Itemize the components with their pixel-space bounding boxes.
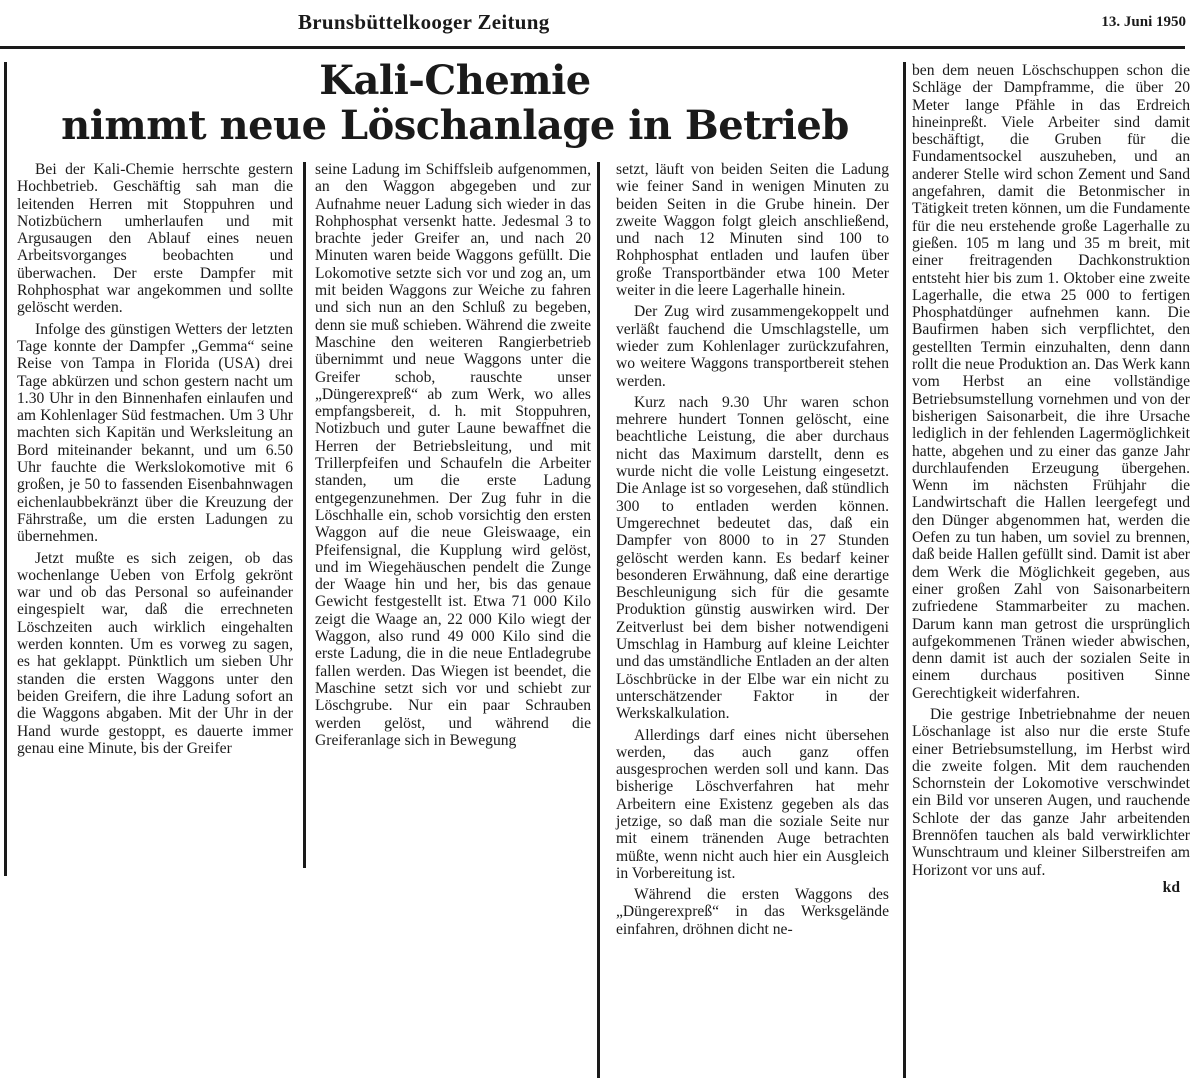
article-column-1: [17, 161, 293, 757]
headline-line-1: Kali-Chemie: [319, 57, 591, 104]
masthead-rule: [0, 46, 1185, 49]
article-column-4: [912, 62, 1190, 896]
article-column-2: [315, 161, 591, 749]
headline-line-2: nimmt neue Löschanlage in Betrieb: [61, 102, 849, 149]
article-headline: [20, 58, 890, 148]
column-divider: [597, 162, 600, 1078]
paragraph: Infolge des günstigen Wetters der letzten Tage konnte der Dampfer „Gemma“ seine Reise von Tampa in Florida (USA) drei Tage abkürzen und schon gestern nacht um 1.30 Uhr in den Binnenhafen einlaufen und am Kohlenlager Süd festmachen. Um 3 Uhr machten sich Kapitän und Werksleitung an Bord miteinander bekannt, und um 6.50 Uhr fauchte die Werkslokomotive mit 6 großen, je 50 to fassenden Eisenbahnwagen eichenlaubbekränzt über die Kreuzung der Fährstraße, um die ersten Ladungen zu übernehmen.: [17, 320, 293, 546]
masthead: [0, 0, 1200, 48]
paragraph: Während die ersten Waggons des „Düngerexpreß“ in das Werksgelände einfahren, dröhnen dicht ne-: [616, 886, 889, 938]
paragraph: Der Zug wird zusammengekoppelt und verläßt fauchend die Umschlagstelle, um wieder zum Kohlenlager zurückzufahren, wo weitere Waggons transportbereit stehen werden.: [616, 303, 889, 390]
author-signature: kd: [1162, 878, 1180, 896]
paragraph: ben dem neuen Löschschuppen schon die Schläge der Dampframme, die über 20 Meter lange Pfähle in das Erdreich hineinpreßt. Viele Arbeiter sind damit beschäftigt, die Gruben für die Fundamentsockel auszuheben, und an anderer Stelle wird schon Zement und Sand angefahren, damit die Betonmischer in Tätigkeit treten können, um die Fundamente für die neu erstehende große Lagerhalle zu gießen. 105 m lang und 35 m breit, mit einer freitragenden Dachkonstruktion entsteht hier bis zum 1. Oktober eine zweite Lagerhalle, die etwa 25 000 to fertigen Phosphatdünger aufnehmen kann. Die Baufirmen haben sich verpflichtet, den gestellten Termin einzuhalten, denn dann rollt die neue Produktion an. Das Werk kann vom Herbst an eine vollständige Betriebsumstellung vornehmen und von der bisherigen Saisonarbeit, die ihre Ursache lediglich in der fehlenden Lagermöglichkeit hatte, abgehen und zu einer das ganze Jahr durchlaufenden Erzeugung übergehen. Wenn im nächsten Frühjahr die Landwirtschaft die Hallen leergefegt und den Dünger abgenommen hat, werden die Oefen zu tun haben, um soviel zu brennen, daß beide Hallen gefüllt sind. Damit ist aber dem Werk die Möglichkeit gegeben, aus einer großen Zahl von Saisonarbeitern zufriedene Stammarbeiter zu machen. Darum kann man getrost die ursprünglich aufgekommenen Tränen wieder abwischen, denn damit ist auch der sozialen Seite in einem durchaus positiven Sinne Gerechtigkeit widerfahren.: [912, 62, 1190, 702]
paragraph: Allerdings darf eines nicht übersehen werden, das auch ganz offen ausgesprochen werden soll und kann. Das bisherige Löschverfahren hat mehr Arbeitern eine Existenz gegeben als das jetzige, so daß man die soziale Seite nur mit einem tränenden Auge betrachten müßte, wenn nicht auch hier ein Ausgleich in Vorbereitung ist.: [616, 726, 889, 882]
newspaper-name: Brunsbüttelkooger Zeitung: [298, 10, 550, 34]
article-column-3: [616, 161, 889, 938]
paragraph: Die gestrige Inbetriebnahme der neuen Löschanlage ist also nur die erste Stufe einer Betriebsumstellung, im Herbst wird die zweite folgen. Mit dem rauchenden Schornstein der Lokomotive verschwindet ein Bild vor unseren Augen, und rauchende Schlote der das ganze Jahr arbeitenden Brennöfen tauchen als bald verwirklichter Wunschtraum und kleiner Silberstreifen am Horizont vor uns auf.: [912, 705, 1190, 879]
paragraph: Jetzt mußte es sich zeigen, ob das wochenlange Ueben von Erfolg gekrönt war und ob das Personal so aufeinander eingespielt war, daß die errechneten Löschzeiten auch wirklich eingehalten werden konnten. Um es vorweg zu sagen, es hat geklappt. Pünktlich um sieben Uhr standen die ersten Waggons unter den beiden Greifern, die ihre Ladung sofort an die Waggons abgaben. Mit der Uhr in der Hand wurde gestoppt, es dauerte immer genau eine Minute, bis der Greifer: [17, 549, 293, 757]
paragraph: Bei der Kali-Chemie herrschte gestern Hochbetrieb. Geschäftig sah man die leitenden Herren mit Stoppuhren und Notizbüchern umherlaufen und mit Argusaugen den Ablauf eines neuen Arbeitsvorganges beobachten und überwachen. Der erste Dampfer mit Rohphosphat war angekommen und sollte gelöscht werden.: [17, 161, 293, 317]
issue-date: 13. Juni 1950: [1101, 14, 1186, 30]
paragraph: Kurz nach 9.30 Uhr waren schon mehrere hundert Tonnen gelöscht, eine beachtliche Leistung, die aber durchaus nicht das Maximum darstellt, denn es wurde nicht die volle Leistung eingesetzt. Die Anlage ist so vorgesehen, daß stündlich 300 to entladen werden können. Umgerechnet bedeutet das, daß ein Dampfer von 8000 to in 27 Stunden gelöscht werden kann. Es bedarf keiner besonderen Erwähnung, daß eine derartige Beschleunigung sich für die gesamte Produktion günstig auswirken wird. Der Zeitverlust bei dem bisher notwendigeni Umschlag in Hamburg auf kleine Leichter und das umständliche Entladen an der alten Löschbrücke in der Elbe war ein nicht zu unterschätzender Faktor in der Werkskalkulation.: [616, 393, 889, 723]
paragraph: setzt, läuft von beiden Seiten die Ladung wie feiner Sand in wenigen Minuten zu beiden Seiten in die Grube hinein. Der zweite Waggon folgt gleich anschließend, und nach 12 Minuten sind 100 to Rohphosphat entladen und laufen über große Transportbänder etwa 100 Meter weiter in die leere Lagerhalle hinein.: [616, 161, 889, 300]
paragraph: seine Ladung im Schiffsleib aufgenommen, an den Waggon abgegeben und zur Aufnahme neuer Ladung sich wieder in das Rohphosphat versenkt hatte. Jedesmal 3 to brachte jeder Greifer an, und nach 20 Minuten waren beide Waggons gefüllt. Die Lokomotive setzte sich vor und zog an, um mit beiden Waggons zur Weiche zu fahren und sich nun an den Schluß zu begeben, denn sie muß schieben. Während die zweite Maschine den weiteren Rangierbetrieb übernimmt und neue Waggons unter die Greifer schob, rauschte unser „Düngerexpreß“ ab zum Werk, wo alles empfangsbereit, d. h. mit Stoppuhren, Notizbuch und guter Laune bewaffnet die Herren der Betriebsleitung, und mit Trillerpfeifen und Schaufeln die Arbeiter standen, um die erste Ladung entgegenzunehmen. Der Zug fuhr in die Löschhalle ein, schob vorsichtig den ersten Waggon auf die neue Gleiswaage, ein Pfeifensignal, die Kupplung wird gelöst, und im Wiegehäuschen pendelt die Zunge der Waage hin und her, bis das genaue Gewicht festgestellt ist. Etwa 71 000 Kilo zeigt die Waage an, 22 000 Kilo wiegt der Waggon, also rund 49 000 Kilo sind die erste Ladung, die in die neue Entladegrube fallen werden. Das Wiegen ist beendet, die Maschine setzt sich vor und schiebt zur Löschgrube. Nur ein paar Schrauben werden gelöst, und während die Greiferanlage sich in Bewegung: [315, 161, 591, 749]
column-divider: [903, 62, 906, 1078]
column-divider: [303, 162, 306, 868]
article-left-border: [4, 62, 7, 876]
